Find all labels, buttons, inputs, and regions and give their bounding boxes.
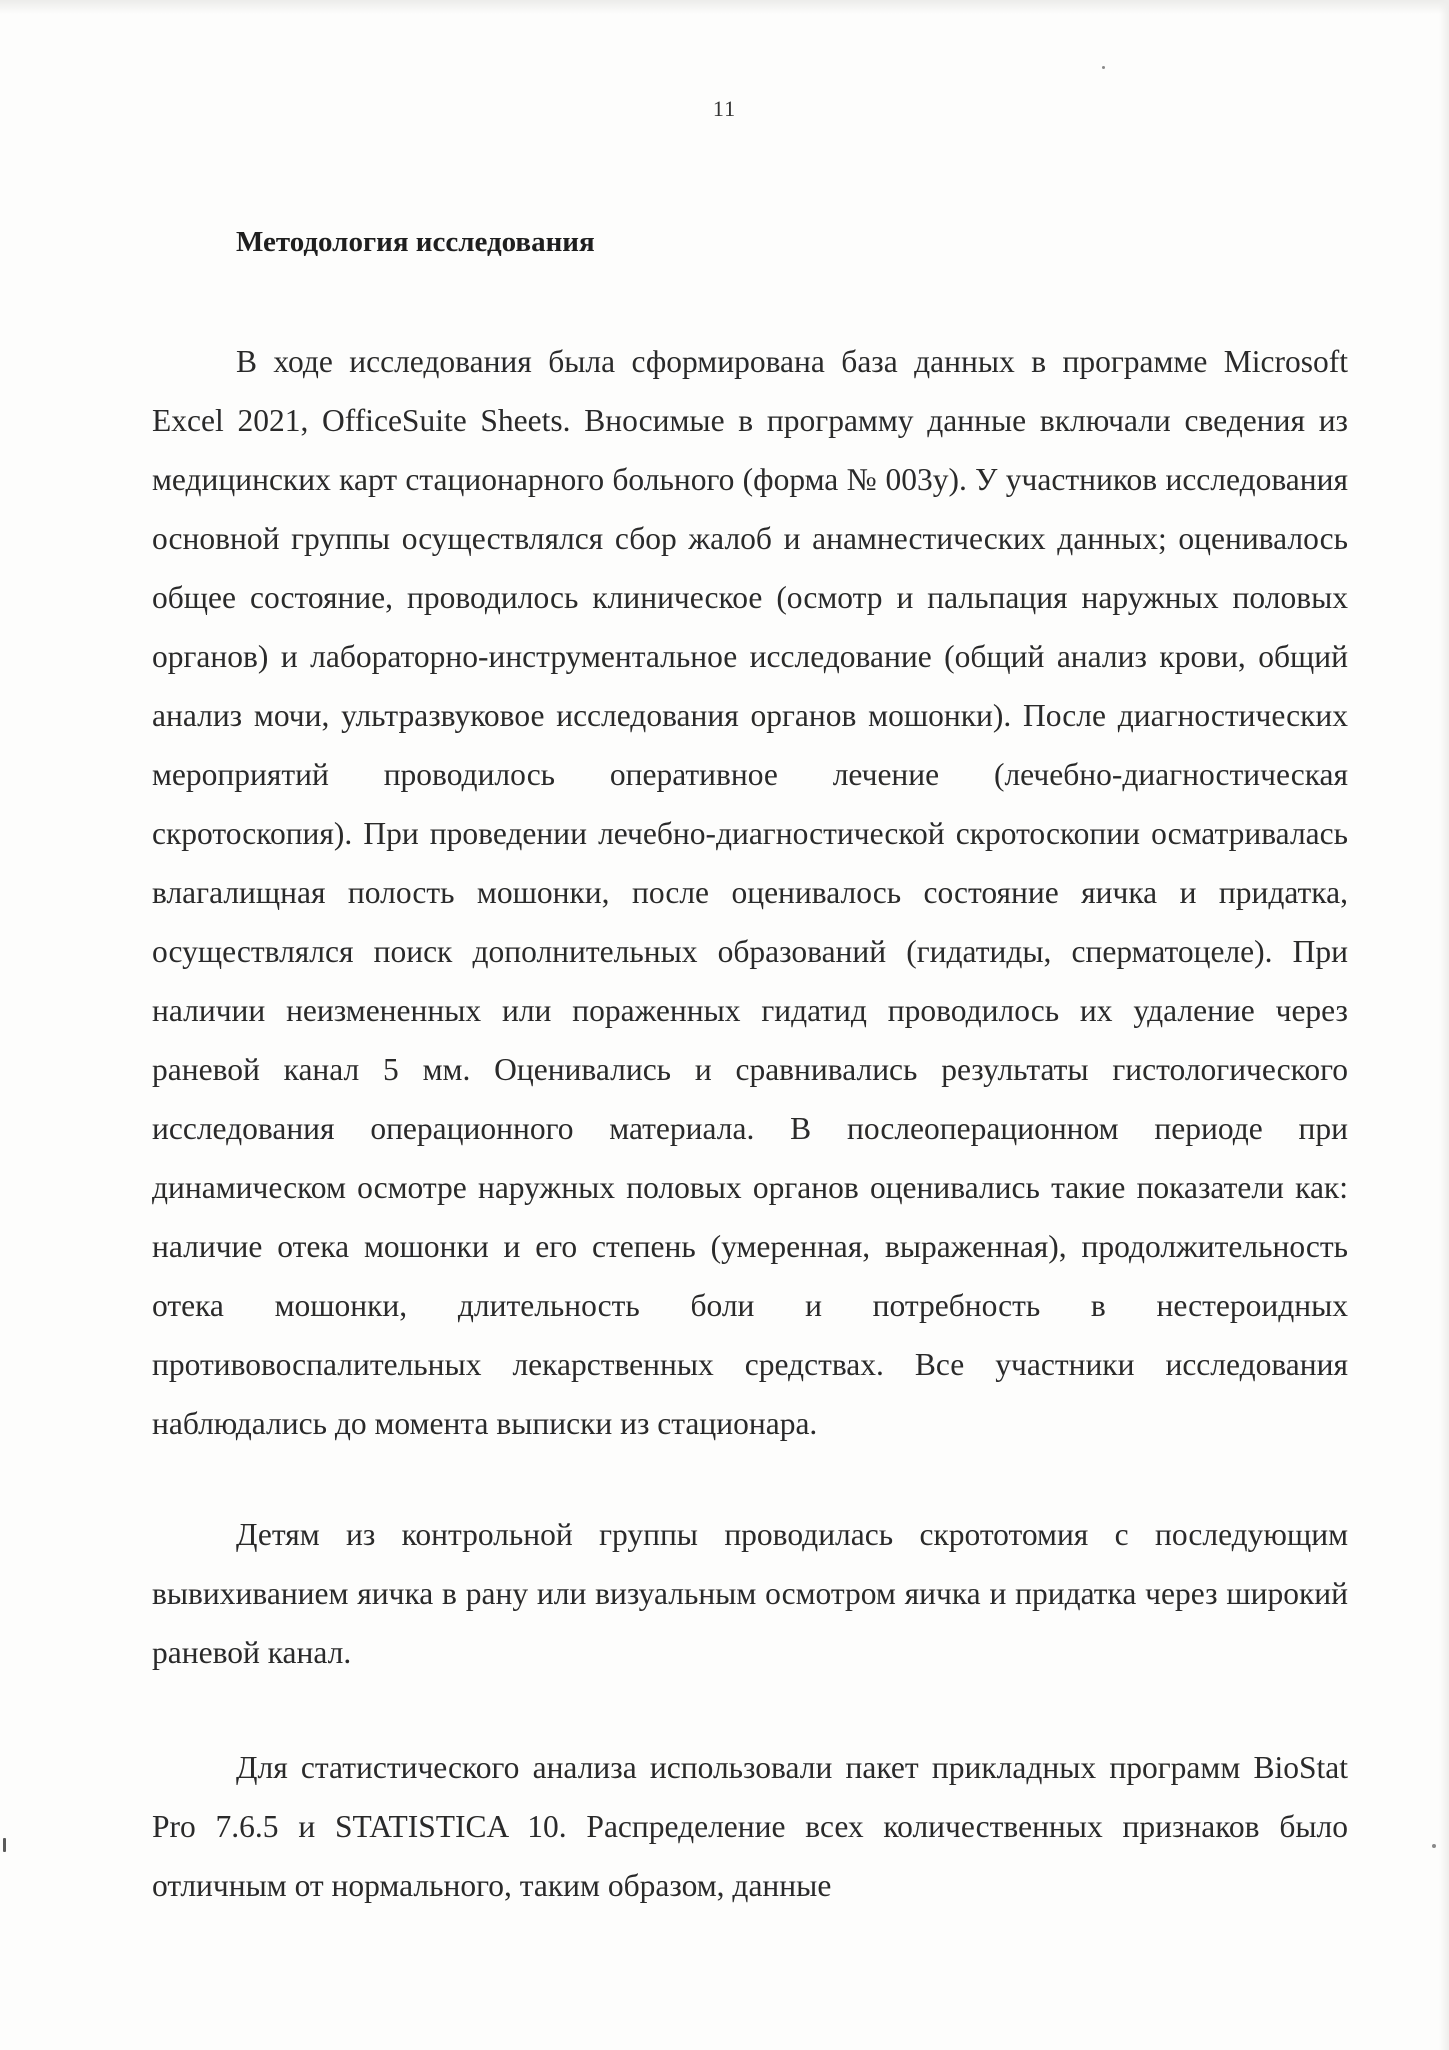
scan-speck (1102, 66, 1105, 69)
body-paragraph-block-2 (152, 1505, 1348, 1682)
paragraph-statistics: Для статистического анализа использовали пакет прикладных программ BioStat Pro 7.6.5 и STATISTICA 10. Распределение всех количественных признаков было отличным от нормального, таким образом, данные (152, 1750, 1348, 1903)
scan-edge-shadow-top (0, 0, 1449, 14)
body-paragraph-block-3 (152, 1738, 1348, 1915)
scan-speck (1432, 1844, 1436, 1848)
paragraph-control-group: Детям из контрольной группы проводилась скрототомия с последующим вывихиванием яичка в рану или визуальным осмотром яичка и придатка через широкий раневой канал. (152, 1517, 1348, 1670)
page-number: 11 (712, 96, 737, 121)
scan-edge-shadow-right (1439, 0, 1449, 2050)
body-paragraph-block-1 (152, 332, 1348, 1453)
section-heading: Методология исследования (236, 226, 595, 258)
paragraph-methods: В ходе исследования была сформирована база данных в программе Microsoft Excel 2021, OfficeSuite Sheets. Вносимые в программу данные включали сведения из медицинских карт стационарного больного (форма № 003у). У участников исследования основной группы осуществлялся сбор жалоб и анамнестических данных; оценивалось общее состояние, проводилось клиническое (осмотр и пальпация наружных половых органов) и лабораторно-инструментальное исследование (общий анализ крови, общий анализ мочи, ультразвуковое исследования органов мошонки). После диагностических мероприятий проводилось оперативное лечение (лечебно-диагностическая скротоскопия). При проведении лечебно-диагностической скротоскопии осматривалась влагалищная полость мошонки, после оценивалось состояние яичка и придатка, осуществлялся поиск дополнительных образований (гидатиды, сперматоцеле). При наличии неизмененных или пораженных гидатид проводилось их удаление через раневой канал 5 мм. Оценивались и сравнивались результаты гистологического исследования операционного материала. В послеоперационном периоде при динамическом осмотре наружных половых органов оценивались такие показатели как: наличие отека мошонки и его степень (умеренная, выраженная), продолжительность отека мошонки, длительность боли и потребность в нестероидных противовоспалительных лекарственных средствах. Все участники исследования наблюдались до момента выписки из стационара. (152, 344, 1348, 1441)
scan-speck (3, 1838, 6, 1852)
